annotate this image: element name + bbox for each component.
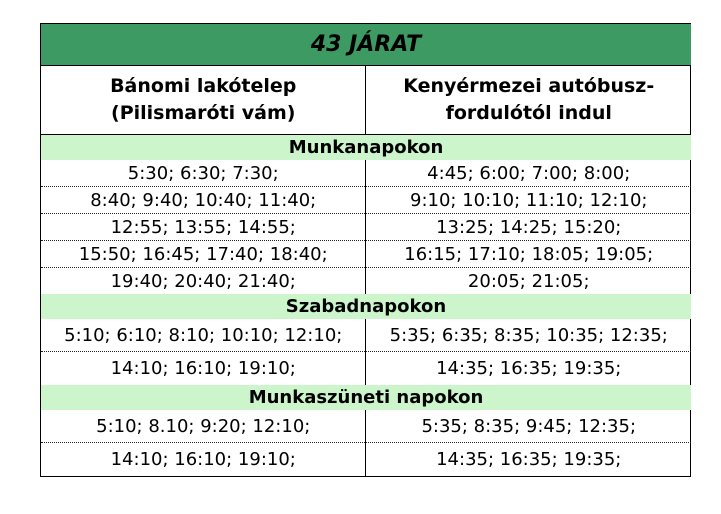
header-right	[366, 66, 691, 135]
weekday-left-row-2: 8:40; 9:40; 10:40; 11:40;	[41, 187, 366, 214]
weekday-right-row-5: 20:05; 21:05;	[467, 270, 590, 292]
timetable	[40, 23, 691, 477]
header-left	[41, 66, 366, 135]
weekday-right-row-1: 4:45; 6:00; 7:00; 8:00;	[366, 160, 691, 187]
section-weekdays: Munkanapokon	[41, 135, 691, 161]
weekday-right-row-4: 16:15; 17:10; 18:05; 19:05;	[366, 241, 691, 268]
holiday-right-row-2: 14:35; 16:35; 19:35;	[436, 449, 622, 470]
header-right-line2: fordulótól indul	[445, 102, 612, 124]
saturday-right-row-1: 5:35; 6:35; 8:35; 10:35; 12:35;	[366, 319, 691, 352]
section-saturdays: Szabadnapokon	[41, 294, 691, 319]
saturday-left-row-2: 14:10; 16:10; 19:10;	[41, 352, 366, 386]
weekday-left-row-1: 5:30; 6:30; 7:30;	[41, 160, 366, 187]
weekday-right-row-3: 13:25; 14:25; 15:20;	[366, 214, 691, 241]
holiday-left-row-2: 14:10; 16:10; 19:10;	[41, 443, 366, 477]
header-left-line1: Bánomi lakótelep	[110, 75, 297, 97]
holiday-right-row-1: 5:35; 8:35; 9:45; 12:35;	[366, 410, 691, 443]
weekday-left-row-5: 19:40; 20:40; 21:40;	[41, 268, 366, 295]
weekday-left-row-4: 15:50; 16:45; 17:40; 18:40;	[41, 241, 366, 268]
header-left-line2: (Pilismaróti vám)	[111, 102, 296, 124]
saturday-left-row-1: 5:10; 6:10; 8:10; 10:10; 12:10;	[41, 319, 366, 352]
route-title: 43 JÁRAT	[41, 24, 691, 66]
timetable-table	[41, 24, 691, 476]
section-holidays: Munkaszüneti napokon	[41, 385, 691, 410]
weekday-left-row-3: 12:55; 13:55; 14:55;	[41, 214, 366, 241]
holiday-left-row-1: 5:10; 8.10; 9:20; 12:10;	[41, 410, 366, 443]
saturday-right-row-2: 14:35; 16:35; 19:35;	[436, 358, 622, 379]
weekday-right-row-2: 9:10; 10:10; 11:10; 12:10;	[366, 187, 691, 214]
header-right-line1: Kenyérmezei autóbusz-	[403, 75, 655, 97]
